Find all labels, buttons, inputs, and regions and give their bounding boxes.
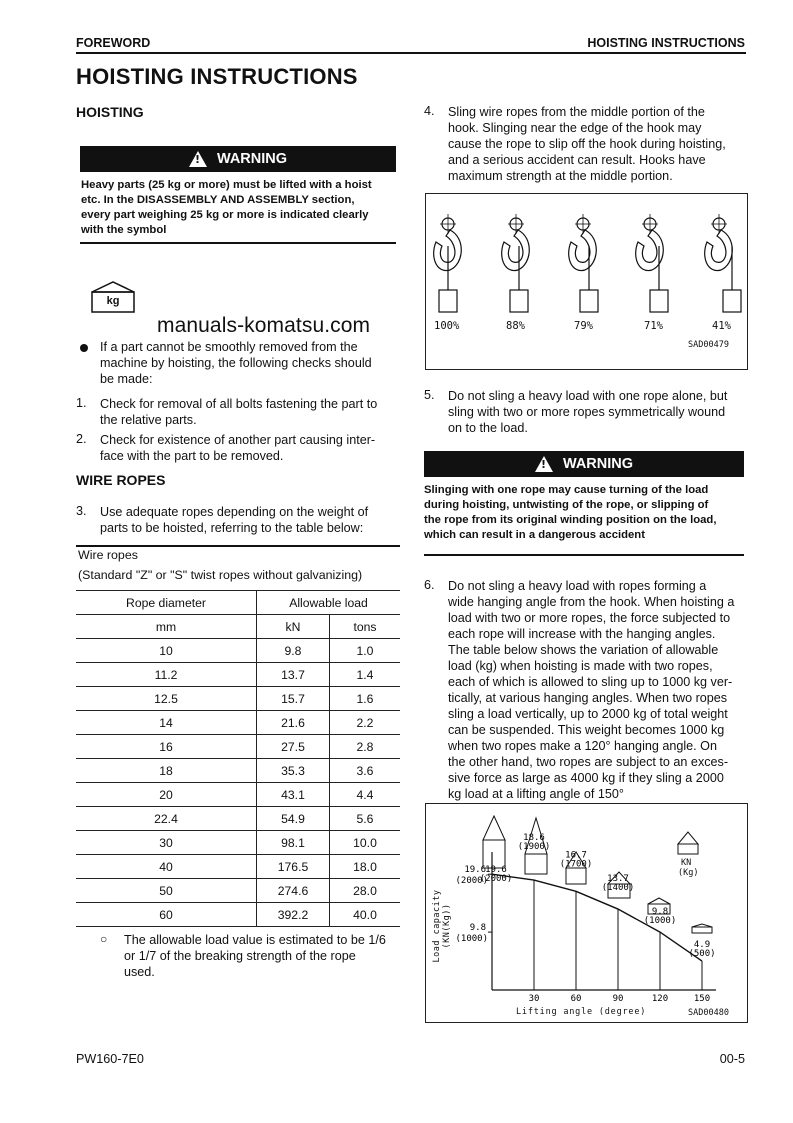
hook-icon (502, 214, 530, 312)
hook-pct-2: 88% (506, 320, 525, 332)
text-line: Check for removal of all bolts fastening the part to (100, 397, 378, 411)
cell-mm: 11.2 (76, 663, 257, 687)
table-row (76, 735, 400, 759)
x-tick-label: 60 (570, 994, 582, 1004)
cell-tons: 28.0 (330, 879, 401, 903)
point-label: (1000) (643, 916, 677, 927)
header-rope-diameter: Rope diameter (76, 591, 257, 615)
x-tick-label: 90 (612, 994, 624, 1004)
cell-kn: 13.7 (257, 663, 330, 687)
hook-body (569, 230, 597, 271)
hook-position-figure (425, 193, 748, 370)
hook-icon (636, 214, 668, 312)
hook-body (705, 230, 733, 271)
item-number: 5. (424, 388, 435, 402)
warning-banner-left (80, 146, 396, 172)
hook-pct-3: 79% (574, 320, 593, 332)
warning-label-left: WARNING (216, 151, 288, 167)
table-row (76, 639, 400, 663)
text-line: kg load at a lifting angle of 150° (448, 787, 624, 801)
cell-tons: 1.0 (330, 639, 401, 663)
unit-mm: mm (76, 615, 257, 639)
cell-mm: 10 (76, 639, 257, 663)
text-line: tically, at various hanging angles. When two ropes (448, 691, 728, 705)
cell-tons: 1.6 (330, 687, 401, 711)
hook-load-block (580, 290, 598, 312)
text-line: load (kg) when hoisting is made with two ropes, (448, 659, 713, 673)
wire-ropes-heading: WIRE ROPES (76, 472, 166, 488)
cell-kn: 43.1 (257, 783, 330, 807)
point-label: 19.6 (485, 865, 507, 875)
text-line: Sling wire ropes from the middle portion of the (448, 105, 705, 119)
text-line: the other hand, two ropes are subject to an exces- (448, 755, 729, 769)
unit-tons: tons (330, 615, 401, 639)
text-line: load with two or more ropes, the force subjected to (448, 611, 731, 625)
legend-load-icon (678, 844, 698, 854)
table-row (76, 759, 400, 783)
text-line: sling with two or more ropes symmetrically wound (448, 405, 726, 419)
footer-model: PW160-7E0 (76, 1052, 144, 1066)
cell-tons: 4.4 (330, 783, 401, 807)
warning-line: the rope from its original winding position on the load, (424, 514, 717, 526)
point-label: (1700) (559, 859, 593, 870)
header-allowable-load: Allowable load (257, 591, 401, 615)
load-block (483, 840, 505, 868)
table-caption-2: (Standard "Z" or "S" twist ropes without galvanizing) (78, 568, 363, 582)
point-label: 13.7 (607, 874, 629, 885)
header-section-label: FOREWORD (76, 36, 151, 50)
cell-tons: 3.6 (330, 759, 401, 783)
warning-line: every part weighing 25 kg or more is indicated clearly (81, 209, 369, 221)
text-line: can be suspended. This weight becomes 1000 kg (448, 723, 725, 737)
cell-kn: 21.6 (257, 711, 330, 735)
warning-line: Slinging with one rope may cause turning of the load (424, 484, 709, 496)
table-caption-1: Wire ropes (78, 548, 138, 562)
point-label: 18.6 (523, 833, 545, 844)
text-line: machine by hoisting, the following checks should (100, 356, 372, 370)
text-line: sling a load vertically, up to 2000 kg of total weight (448, 707, 728, 721)
footer-page-number: 00-5 (719, 1052, 745, 1066)
hook-icon (705, 214, 741, 312)
text-line: be made: (100, 372, 153, 386)
cell-tons: 5.6 (330, 807, 401, 831)
table-row (76, 663, 400, 687)
cell-mm: 12.5 (76, 687, 257, 711)
item-number: 6. (424, 578, 435, 592)
item5-paragraph (448, 388, 748, 436)
table-row (76, 807, 400, 831)
chart-x-label: Lifting angle (degree) (516, 1007, 647, 1017)
hook-pct-4: 71% (644, 320, 663, 332)
y-tick-label: 19.6 (464, 865, 486, 876)
sling-ropes (648, 898, 670, 904)
warning-triangle-icon: ! (535, 456, 553, 472)
cell-mm: 16 (76, 735, 257, 759)
header-rule (76, 52, 746, 54)
hook-load-block (439, 290, 457, 312)
sling-ropes (483, 816, 505, 840)
cell-mm: 18 (76, 759, 257, 783)
item-number: 2. (76, 432, 87, 446)
item-number: 1. (76, 396, 87, 410)
bullet-paragraph (100, 339, 400, 387)
table-row (76, 687, 400, 711)
text-line: used. (124, 965, 155, 979)
load-block (525, 854, 547, 874)
item1-paragraph (100, 396, 400, 428)
item3-paragraph (100, 504, 400, 536)
warning-line: with the symbol (81, 224, 167, 236)
chart-fig-code: SAD00480 (688, 1008, 729, 1018)
y-tick-label: 9.8 (469, 923, 486, 934)
unit-kn: kN (257, 615, 330, 639)
warning-line: during hoisting, untwisting of the rope, or slipping of (424, 499, 709, 511)
item-number: 4. (424, 104, 435, 118)
cell-kn: 176.5 (257, 855, 330, 879)
hook-pct-5: 41% (712, 320, 731, 332)
x-tick-label: 150 (693, 994, 711, 1004)
warning-text-left (81, 178, 397, 238)
text-line: each of which is allowed to sling up to 1000 kg ver- (448, 675, 733, 689)
point-label: (2000) (479, 874, 513, 884)
cell-tons: 18.0 (330, 855, 401, 879)
watermark: manuals-komatsu.com (157, 314, 371, 337)
table-row (76, 879, 400, 903)
legend-sling-icon (678, 832, 698, 844)
table-row (76, 831, 400, 855)
table-row (76, 783, 400, 807)
point-label: (1900) (517, 842, 551, 853)
item4-paragraph (448, 104, 748, 184)
warning-triangle-icon: ! (189, 151, 207, 167)
text-line: cause the rope to slip off the hook during hoisting, (448, 137, 726, 151)
warning-end-rule-left (80, 242, 396, 244)
hook-icon (569, 214, 598, 312)
warning-label-right: WARNING (562, 456, 634, 472)
table-row (76, 903, 400, 927)
fig1-code: SAD00479 (688, 340, 729, 350)
table-header-row (76, 591, 400, 615)
cell-tons: 1.4 (330, 663, 401, 687)
cell-kn: 54.9 (257, 807, 330, 831)
load-capacity-chart (425, 803, 748, 1023)
load-icon-150deg (692, 924, 712, 933)
wire-rope-table (76, 590, 400, 927)
point-label: 9.8 (651, 907, 669, 918)
point-label: 4.9 (693, 940, 711, 951)
note-paragraph (124, 932, 400, 980)
text-line: sive force as large as 4000 kg if they sling a 2000 (448, 771, 724, 785)
text-line: face with the part to be removed. (100, 449, 284, 463)
cell-tons: 2.2 (330, 711, 401, 735)
warning-line: which can result in a dangerous accident (424, 529, 645, 541)
hook-load-block (650, 290, 668, 312)
cell-kn: 98.1 (257, 831, 330, 855)
text-line: hook. Slinging near the edge of the hook may (448, 121, 702, 135)
cell-kn: 15.7 (257, 687, 330, 711)
bullet-dot-icon (80, 344, 88, 352)
item-number: 3. (76, 504, 87, 518)
item2-paragraph (100, 432, 400, 464)
warning-banner-right (424, 451, 744, 477)
y-tick-label: (1000) (455, 934, 488, 945)
point-label: 16.7 (565, 850, 587, 861)
cell-mm: 14 (76, 711, 257, 735)
chart-legend-unit2: (Kg) (678, 868, 699, 878)
text-line: when two ropes make a 120° hanging angle. On (448, 739, 717, 753)
warning-end-rule-right (424, 554, 744, 556)
hook-icon (434, 214, 462, 312)
text-line: wide hanging angle from the hook. When hoisting a (448, 595, 735, 609)
table-caption-rule (76, 545, 400, 547)
cell-tons: 40.0 (330, 903, 401, 927)
hook-load-block (510, 290, 528, 312)
load-block (566, 868, 586, 884)
table-row (76, 711, 400, 735)
x-tick-label: 120 (651, 994, 669, 1004)
text-line: maximum strength at the middle portion. (448, 169, 673, 183)
cell-kn: 392.2 (257, 903, 330, 927)
cell-mm: 40 (76, 855, 257, 879)
table-units-row (76, 615, 400, 639)
header-doc-title: HOISTING INSTRUCTIONS (587, 36, 745, 50)
warning-line: Heavy parts (25 kg or more) must be lifted with a hoist (81, 179, 372, 191)
cell-tons: 2.8 (330, 735, 401, 759)
text-line: The allowable load value is estimated to be 1/6 (124, 933, 386, 947)
text-line: and a serious accident can result. Hooks have (448, 153, 706, 167)
text-line: parts to be hoisted, referring to the table below: (100, 521, 364, 535)
hook-pct-1: 100% (434, 320, 460, 332)
item6-paragraph (448, 578, 748, 802)
cell-mm: 30 (76, 831, 257, 855)
page-title: HOISTING INSTRUCTIONS (76, 64, 358, 89)
cell-mm: 22.4 (76, 807, 257, 831)
load-block (692, 927, 712, 933)
cell-mm: 60 (76, 903, 257, 927)
text-line: or 1/7 of the breaking strength of the rope (124, 949, 356, 963)
cell-kn: 35.3 (257, 759, 330, 783)
y-tick-label: (2000) (455, 876, 488, 887)
point-label: (1400) (601, 883, 635, 894)
table-row (76, 855, 400, 879)
cell-mm: 20 (76, 783, 257, 807)
text-line: Check for existence of another part causing inter- (100, 433, 376, 447)
chart-svg (426, 804, 747, 1022)
kg-symbol-label: kg (106, 295, 120, 307)
hoisting-heading: HOISTING (76, 104, 144, 120)
cell-kn: 9.8 (257, 639, 330, 663)
load-icon-0deg (483, 816, 505, 868)
point-label: (500) (688, 949, 716, 960)
chart-y-label-box (434, 864, 450, 984)
chart-legend-unit: KN (681, 858, 692, 868)
cell-mm: 50 (76, 879, 257, 903)
text-line: the relative parts. (100, 413, 197, 427)
hook-body (502, 230, 530, 271)
x-tick-label: 30 (528, 994, 540, 1004)
text-line: Do not sling a heavy load with ropes forming a (448, 579, 707, 593)
cell-tons: 10.0 (330, 831, 401, 855)
note-circle-icon: ○ (100, 932, 108, 946)
cell-kn: 274.6 (257, 879, 330, 903)
hook-load-block (723, 290, 741, 312)
text-line: each rope will increase with the hanging angles. (448, 627, 716, 641)
text-line: on to the load. (448, 421, 528, 435)
warning-text-right (424, 483, 746, 543)
chart-y-label: Load capacity (KN(Kg)) (432, 889, 452, 963)
text-line: Do not sling a heavy load with one rope alone, but (448, 389, 728, 403)
text-line: Use adequate ropes depending on the weight of (100, 505, 369, 519)
text-line: If a part cannot be smoothly removed from the (100, 340, 358, 354)
text-line: The table below shows the variation of allowable (448, 643, 719, 657)
cell-kn: 27.5 (257, 735, 330, 759)
warning-line: etc. In the DISASSEMBLY AND ASSEMBLY section, (81, 194, 355, 206)
